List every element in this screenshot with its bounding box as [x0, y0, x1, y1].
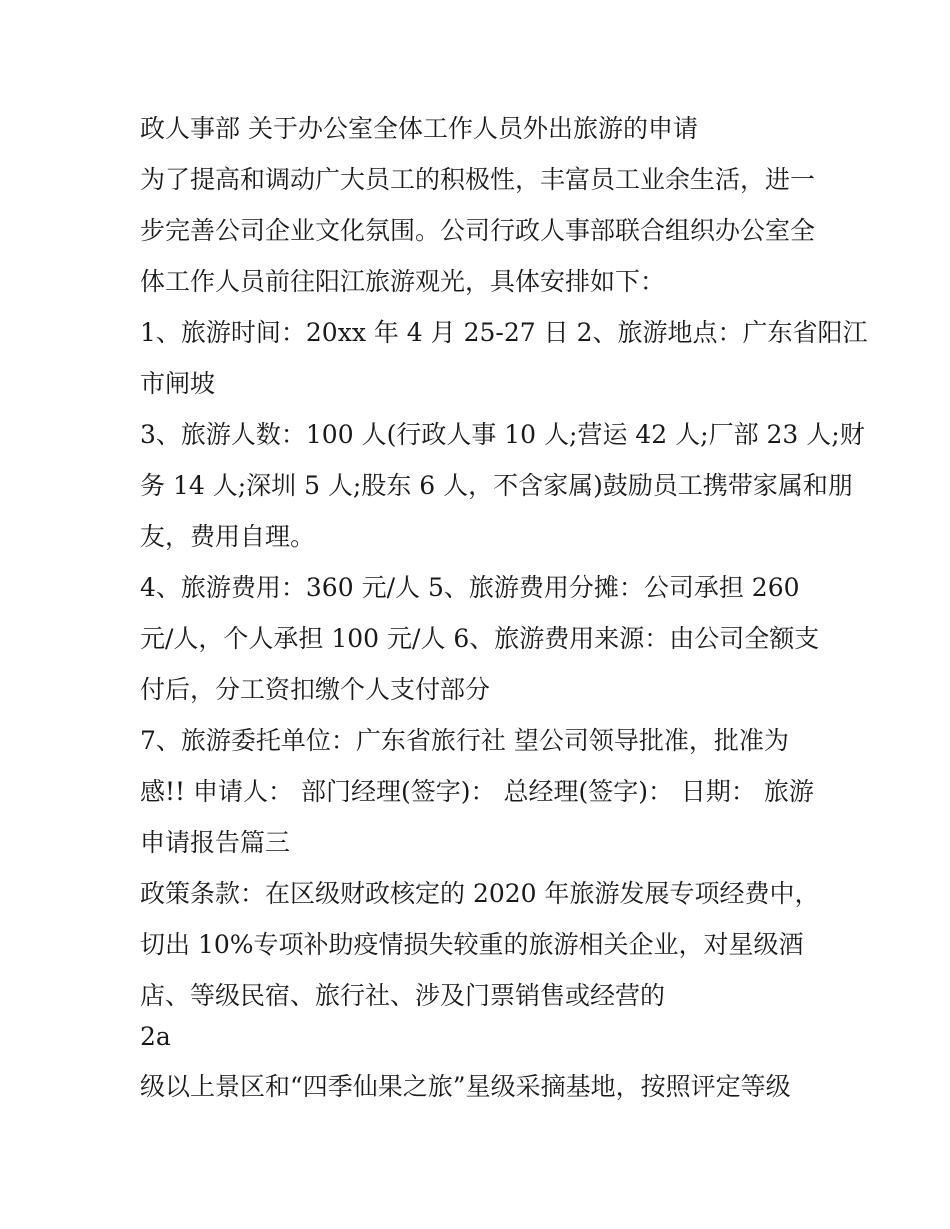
paragraph-line: 3、旅游人数：100 人(行政人事 10 人;营运 42 人;厂部 23 人;财: [140, 420, 865, 449]
paragraph-line: 切出 10%专项补助疫情损失较重的旅游相关企业，对星级酒: [140, 930, 804, 959]
paragraph-line: 店、等级民宿、旅行社、涉及门票销售或经营的: [140, 981, 666, 1010]
paragraph-line: 4、旅游费用：360 元/人 5、旅游费用分摊：公司承担 260: [140, 573, 800, 602]
paragraph-line: 体工作人员前往阳江旅游观光，具体安排如下：: [140, 267, 666, 296]
paragraph-line: 步完善公司企业文化氛围。公司行政人事部联合组织办公室全: [140, 216, 816, 245]
paragraph-line: 政策条款：在区级财政核定的 2020 年旅游发展专项经费中，: [140, 879, 820, 908]
paragraph-line: 为了提高和调动广大员工的积极性，丰富员工业余生活，进一: [140, 165, 816, 194]
paragraph-line: 2a: [140, 1022, 171, 1051]
paragraph-line: 付后，分工资扣缴个人支付部分: [140, 675, 491, 704]
paragraph-line: 市闸坡: [140, 369, 216, 398]
document-title: 政人事部 关于办公室全体工作人员外出旅游的申请: [140, 114, 698, 143]
paragraph-line: 1、旅游时间：20xx 年 4 月 25-27 日 2、旅游地点：广东省阳江: [140, 318, 868, 347]
paragraph-line: 务 14 人;深圳 5 人;股东 6 人，不含家属)鼓励员工携带家属和朋: [140, 471, 853, 500]
section-heading: 申请报告篇三: [140, 828, 291, 857]
paragraph-line: 7、旅游委托单位：广东省旅行社 望公司领导批准，批准为: [140, 726, 789, 755]
paragraph-line: 感!! 申请人： 部门经理(签字)： 总经理(签字)： 日期： 旅游: [140, 777, 814, 806]
paragraph-line: 级以上景区和“四季仙果之旅”星级采摘基地，按照评定等级: [140, 1072, 791, 1101]
paragraph-line: 元/人，个人承担 100 元/人 6、旅游费用来源：由公司全额支: [140, 624, 820, 653]
paragraph-line: 友，费用自理。: [140, 522, 316, 551]
